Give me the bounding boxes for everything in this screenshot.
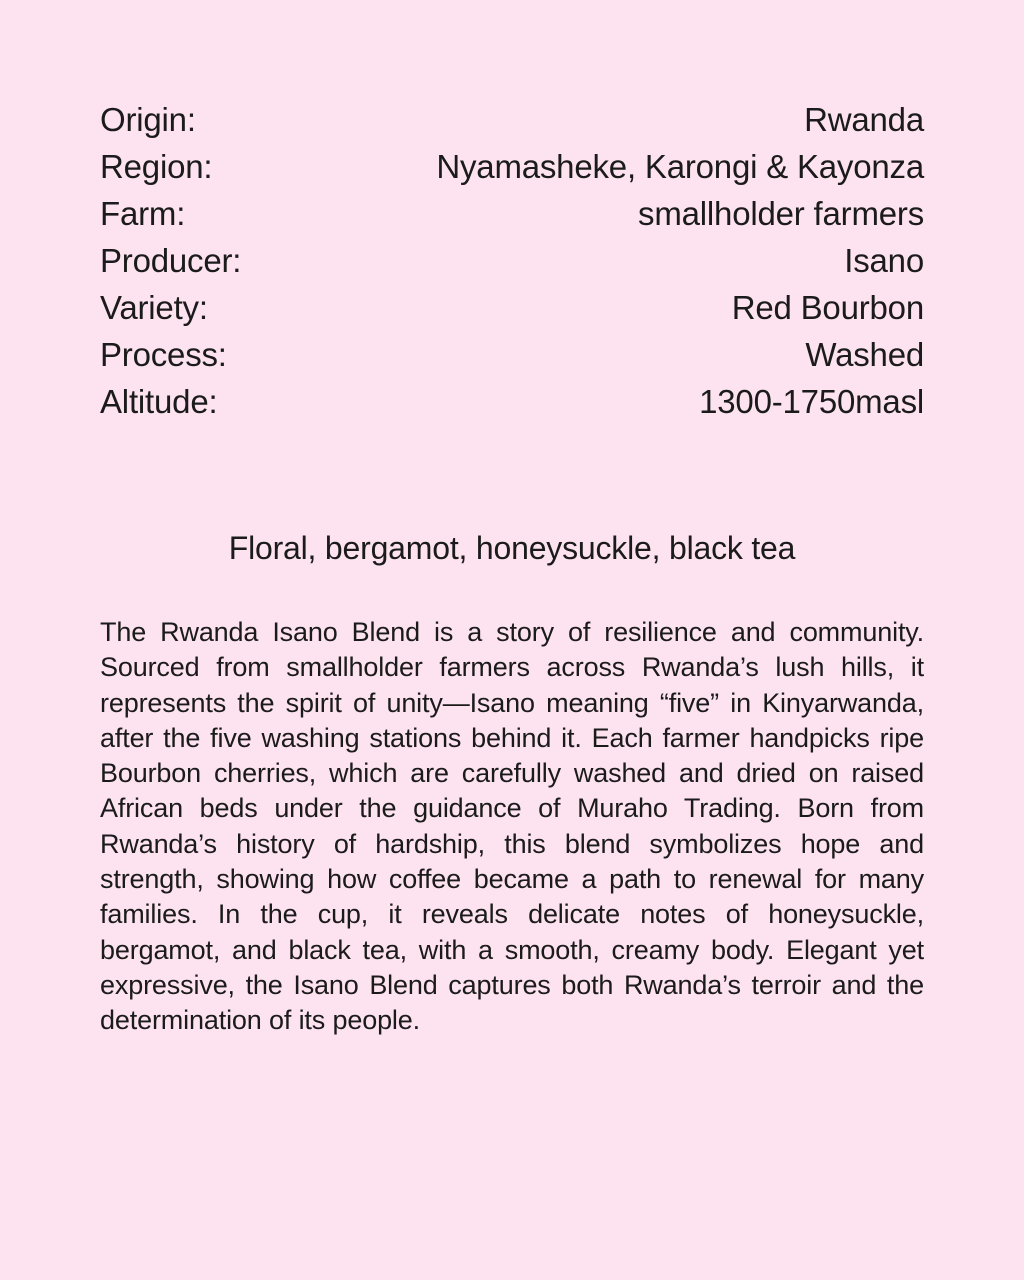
coffee-spec-table <box>100 0 924 425</box>
table-row <box>100 96 924 143</box>
spec-value-variety: Red Bourbon <box>731 289 924 326</box>
spec-value-origin: Rwanda <box>804 101 924 138</box>
spec-label-variety: Variety: <box>100 289 208 326</box>
table-row <box>100 284 924 331</box>
table-row <box>100 190 924 237</box>
spec-label-origin: Origin: <box>100 101 196 138</box>
spec-label-region: Region: <box>100 148 213 185</box>
table-row <box>100 378 924 425</box>
spec-value-altitude: 1300-1750masl <box>699 383 924 420</box>
tasting-notes: Floral, bergamot, honeysuckle, black tea <box>228 530 796 566</box>
spec-label-altitude: Altitude: <box>100 383 218 420</box>
spec-label-producer: Producer: <box>100 242 242 279</box>
table-row <box>100 143 924 190</box>
spec-value-region: Nyamasheke, Karongi & Kayonza <box>436 148 924 185</box>
table-row <box>100 331 924 378</box>
table-row <box>100 237 924 284</box>
spec-value-process: Washed <box>805 336 924 373</box>
spec-label-farm: Farm: <box>100 195 186 232</box>
spec-value-farm: smallholder farmers <box>638 195 924 232</box>
product-description: The Rwanda Isano Blend is a story of resilience and community. Sourced from smallholder farmers across Rwanda’s lush hills, it represents the spirit of unity—Isano meaning “five” in Kinyarwanda, after the five washing stations behind it. Each farmer handpicks ripe Bourbon cherries, which are carefully washed and dried on raised African beds under the guidance of Muraho Trading. Born from Rwanda’s history of hardship, this blend symbolizes hope and strength, showing how coffee became a path to renewal for many families. In the cup, it reveals delicate notes of honeysuckle, bergamot, and black tea, with a smooth, creamy body. Elegant yet expressive, the Isano Blend captures both Rwanda’s terroir and the determination of its people. <box>100 617 924 1036</box>
spec-value-producer: Isano <box>844 242 924 279</box>
spec-label-process: Process: <box>100 336 227 373</box>
